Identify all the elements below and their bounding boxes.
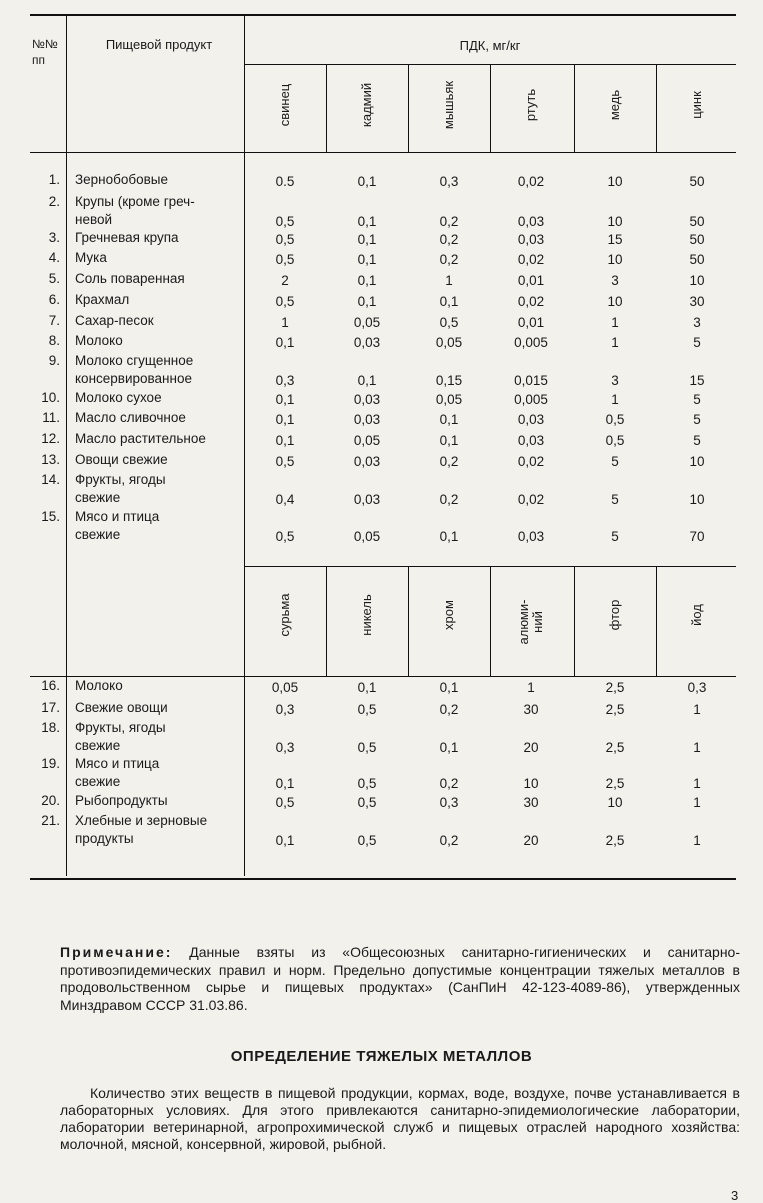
row-a-number: 3.	[48, 230, 60, 245]
grid-hline	[244, 64, 736, 65]
row-a-value: 10	[689, 273, 705, 288]
row-a-value: 0,1	[275, 433, 295, 448]
row-a-product: Соль поваренная	[75, 271, 185, 286]
row-a-value: 50	[689, 174, 705, 189]
row-a-value: 0,5	[605, 433, 625, 448]
row-a-product: Масло сливочное	[75, 410, 186, 425]
row-b-value: 0,1	[275, 833, 295, 848]
row-b-product: свежие	[75, 738, 121, 753]
row-a-number: 6.	[48, 292, 60, 307]
row-a-value: 0,1	[357, 232, 377, 247]
row-b-value: 1	[693, 740, 701, 755]
row-b-value: 1	[527, 680, 535, 695]
row-b-number: 18.	[41, 720, 60, 735]
grid-hline	[30, 152, 736, 153]
row-b-value: 0,2	[439, 702, 459, 717]
grid-vline	[408, 64, 409, 152]
row-a-product: Мясо и птица	[75, 509, 160, 524]
row-a-number: 5.	[48, 271, 60, 286]
row-a-product: Молоко сгущенное	[75, 353, 194, 368]
row-b-value: 0,2	[439, 776, 459, 791]
row-a-value: 5	[693, 392, 701, 407]
row-a-value: 0,15	[435, 373, 463, 388]
row-a-value: 0,1	[439, 433, 459, 448]
row-b-product: Молоко	[75, 678, 123, 693]
row-a-product: Молоко	[75, 333, 123, 348]
row-a-product: Фрукты, ягоды	[75, 472, 166, 487]
row-a-value: 0,5	[439, 315, 459, 330]
row-a-value: 0,2	[439, 252, 459, 267]
row-b-value: 1	[693, 776, 701, 791]
row-b-value: 0,3	[687, 680, 707, 695]
row-b-product: Фрукты, ягоды	[75, 720, 166, 735]
row-a-product: свежие	[75, 490, 121, 505]
row-a-product: Крахмал	[75, 292, 130, 307]
row-b-value: 2,5	[605, 776, 625, 791]
col-header-a-5: цинк	[689, 91, 704, 119]
row-a-value: 10	[689, 454, 705, 469]
header-number: №№ пп	[32, 37, 58, 67]
row-a-value: 50	[689, 252, 705, 267]
grid-hline	[30, 676, 736, 677]
row-a-product: Мука	[75, 250, 107, 265]
row-a-value: 0,1	[439, 412, 459, 427]
row-a-number: 1.	[48, 172, 60, 187]
row-a-value: 0,2	[439, 214, 459, 229]
row-a-number: 7.	[48, 313, 60, 328]
row-a-product: Сахар-песок	[75, 313, 154, 328]
row-a-value: 0,5	[275, 252, 295, 267]
row-a-value: 0,01	[517, 273, 545, 288]
row-b-number: 17.	[41, 700, 60, 715]
row-b-value: 20	[523, 833, 539, 848]
row-a-value: 0,5	[275, 232, 295, 247]
page-number: 3	[731, 1188, 739, 1203]
row-b-value: 0,5	[357, 833, 377, 848]
section-title: ОПРЕДЕЛЕНИЕ ТЯЖЕЛЫХ МЕТАЛЛОВ	[230, 1048, 533, 1065]
row-b-value: 0,1	[275, 776, 295, 791]
row-b-product: продукты	[75, 831, 134, 846]
row-a-product: Овощи свежие	[75, 452, 168, 467]
row-a-value: 0,2	[439, 232, 459, 247]
row-a-value: 5	[611, 529, 619, 544]
row-a-value: 0,4	[275, 492, 295, 507]
row-a-number: 4.	[48, 250, 60, 265]
row-b-product: Мясо и птица	[75, 756, 160, 771]
grid-hline	[244, 566, 736, 567]
row-a-value: 0,02	[517, 294, 545, 309]
row-b-value: 2,5	[605, 740, 625, 755]
col-header-a-2: мышьяк	[441, 80, 456, 130]
row-a-value: 1	[611, 335, 619, 350]
note	[60, 944, 740, 1014]
row-a-value: 0,1	[439, 529, 459, 544]
grid-vline	[66, 14, 67, 876]
row-a-value: 5	[693, 412, 701, 427]
grid-vline	[656, 566, 657, 676]
row-a-value: 0,3	[275, 373, 295, 388]
grid-vline	[326, 566, 327, 676]
row-a-value: 0,03	[353, 392, 381, 407]
grid-vline	[326, 64, 327, 152]
row-a-value: 10	[607, 174, 623, 189]
row-a-value: 10	[607, 214, 623, 229]
row-a-value: 0,01	[517, 315, 545, 330]
row-a-value: 0,03	[353, 335, 381, 350]
row-a-value: 50	[689, 214, 705, 229]
grid-vline	[656, 64, 657, 152]
row-a-value: 0,1	[275, 335, 295, 350]
row-b-number: 19.	[41, 756, 60, 771]
row-b-value: 10	[523, 776, 539, 791]
row-a-value: 0,05	[353, 529, 381, 544]
row-a-value: 0,03	[353, 412, 381, 427]
header-pdk: ПДК, мг/кг	[459, 38, 521, 53]
row-a-value: 0,02	[517, 454, 545, 469]
row-a-product: Крупы (кроме греч-	[75, 194, 195, 209]
row-b-value: 30	[523, 795, 539, 810]
row-a-value: 0,5	[275, 529, 295, 544]
row-a-number: 12.	[41, 431, 60, 446]
col-header-a-3: ртуть	[523, 88, 538, 122]
row-a-value: 5	[693, 335, 701, 350]
row-a-value: 0,5	[605, 412, 625, 427]
row-b-value: 0,5	[357, 740, 377, 755]
row-b-value: 1	[693, 833, 701, 848]
row-b-value: 0,3	[275, 740, 295, 755]
row-a-value: 10	[689, 492, 705, 507]
col-header-b-0: сурьма	[277, 593, 292, 637]
row-b-value: 0,2	[439, 833, 459, 848]
row-a-value: 0,02	[517, 252, 545, 267]
row-b-value: 20	[523, 740, 539, 755]
row-a-value: 5	[611, 454, 619, 469]
row-b-value: 2,5	[605, 702, 625, 717]
row-b-value: 0,5	[275, 795, 295, 810]
row-a-value: 10	[607, 252, 623, 267]
note-text: Данные взяты из «Общесоюзных санитарно-гигиенических и санитарно-противоэпидемических правил и норм. Предельно допустимые концентрации тяжелых металлов в продовольственном сырье и пищевых продуктах» (СанПиН 42-123-4089-86), утвержденных Минздравом СССР 31.03.86.	[60, 944, 740, 1013]
row-a-value: 0,02	[517, 492, 545, 507]
row-a-value: 0.5	[275, 174, 295, 189]
row-a-value: 0,5	[275, 214, 295, 229]
row-b-value: 0,5	[357, 795, 377, 810]
row-a-value: 3	[693, 315, 701, 330]
row-a-product: Гречневая крупа	[75, 230, 179, 245]
row-b-product: Хлебные и зерновые	[75, 813, 208, 828]
col-header-b-5: йод	[689, 604, 704, 626]
row-a-value: 1	[611, 315, 619, 330]
row-a-number: 8.	[48, 333, 60, 348]
row-a-value: 1	[445, 273, 453, 288]
row-a-value: 5	[693, 433, 701, 448]
row-a-product: невой	[75, 212, 113, 227]
row-a-value: 3	[611, 373, 619, 388]
row-b-product: Свежие овощи	[75, 700, 168, 715]
row-b-value: 0,1	[357, 680, 377, 695]
row-a-value: 0,1	[357, 294, 377, 309]
col-header-b-4: фтор	[607, 599, 622, 631]
row-a-value: 10	[607, 294, 623, 309]
row-a-product: свежие	[75, 527, 121, 542]
row-a-number: 14.	[41, 472, 60, 487]
body-paragraph: Количество этих веществ в пищевой продукции, кормах, воде, воздухе, почве устанавливается в лабораторных условиях. Для этого привлекаются санитарно-эпидемиологические лаборатории, лаборатории ветеринарной, агропрохимической служб и пищевых отраслей народного хозяйства: молочной, мясной, консервной, жировой, рыбной.	[60, 1085, 740, 1152]
row-b-value: 0,1	[439, 740, 459, 755]
row-a-value: 0,005	[514, 335, 548, 350]
col-header-a-0: свинец	[277, 83, 292, 127]
row-a-value: 0,1	[275, 412, 295, 427]
col-header-a-4: медь	[607, 89, 622, 121]
col-header-b-3: алюми- ний	[516, 599, 545, 645]
row-a-value: 0,05	[353, 433, 381, 448]
row-a-value: 0,02	[517, 174, 545, 189]
row-a-value: 5	[611, 492, 619, 507]
row-a-product: Зернобобовые	[75, 172, 168, 187]
row-a-value: 0,03	[517, 232, 545, 247]
row-a-value: 0,1	[439, 294, 459, 309]
row-b-value: 2,5	[605, 680, 625, 695]
row-a-value: 0,5	[275, 454, 295, 469]
row-a-value: 0,2	[439, 492, 459, 507]
row-a-value: 0,015	[514, 373, 548, 388]
row-a-value: 0,05	[435, 335, 463, 350]
note-label: Примечание:	[60, 944, 173, 960]
grid-vline	[490, 64, 491, 152]
row-a-value: 30	[689, 294, 705, 309]
row-a-number: 10.	[41, 390, 60, 405]
row-b-product: Рыбопродукты	[75, 793, 168, 808]
row-b-number: 21.	[41, 813, 60, 828]
row-a-value: 0,5	[275, 294, 295, 309]
row-a-value: 15	[607, 232, 623, 247]
row-a-value: 0,1	[275, 392, 295, 407]
row-b-value: 1	[693, 702, 701, 717]
row-b-value: 1	[693, 795, 701, 810]
row-a-value: 0,1	[357, 273, 377, 288]
row-b-value: 0,5	[357, 776, 377, 791]
row-a-product: Масло растительное	[75, 431, 206, 446]
col-header-b-1: никель	[359, 594, 374, 636]
grid-vline	[408, 566, 409, 676]
row-a-value: 3	[611, 273, 619, 288]
row-a-value: 2	[281, 273, 289, 288]
row-a-value: 0,1	[357, 214, 377, 229]
row-a-value: 1	[281, 315, 289, 330]
row-a-value: 1	[611, 392, 619, 407]
row-b-value: 0,3	[439, 795, 459, 810]
row-a-value: 70	[689, 529, 705, 544]
row-a-value: 0,1	[357, 174, 377, 189]
row-b-value: 0,1	[439, 680, 459, 695]
grid-vline	[490, 566, 491, 676]
row-a-number: 9.	[48, 353, 60, 368]
row-a-product: Молоко сухое	[75, 390, 162, 405]
col-header-b-2: хром	[441, 600, 456, 630]
row-a-number: 11.	[42, 410, 60, 425]
row-b-value: 0,5	[357, 702, 377, 717]
row-a-value: 0,03	[353, 454, 381, 469]
grid-vline	[574, 64, 575, 152]
row-a-value: 0,03	[517, 412, 545, 427]
row-a-product: консервированное	[75, 371, 192, 386]
row-a-value: 0,05	[435, 392, 463, 407]
row-a-value: 0,1	[357, 373, 377, 388]
grid-vline	[574, 566, 575, 676]
row-b-value: 0,05	[271, 680, 299, 695]
row-a-value: 0,03	[517, 214, 545, 229]
row-b-value: 30	[523, 702, 539, 717]
col-header-a-1: кадмий	[359, 82, 374, 128]
row-b-value: 10	[607, 795, 623, 810]
row-b-value: 0,3	[275, 702, 295, 717]
row-a-value: 0,03	[517, 529, 545, 544]
header-product: Пищевой продукт	[105, 37, 213, 52]
row-a-value: 0,005	[514, 392, 548, 407]
row-a-value: 15	[689, 373, 705, 388]
row-a-value: 0,05	[353, 315, 381, 330]
row-b-number: 20.	[41, 793, 60, 808]
row-a-value: 0,03	[517, 433, 545, 448]
row-b-number: 16.	[41, 678, 60, 693]
row-b-value: 2,5	[605, 833, 625, 848]
row-a-number: 15.	[41, 509, 60, 524]
row-a-value: 50	[689, 232, 705, 247]
row-a-value: 0,3	[439, 174, 459, 189]
row-a-value: 0,03	[353, 492, 381, 507]
row-a-value: 0,2	[439, 454, 459, 469]
row-a-number: 13.	[41, 452, 60, 467]
row-a-number: 2.	[48, 194, 60, 209]
row-b-product: свежие	[75, 774, 121, 789]
row-a-value: 0,1	[357, 252, 377, 267]
